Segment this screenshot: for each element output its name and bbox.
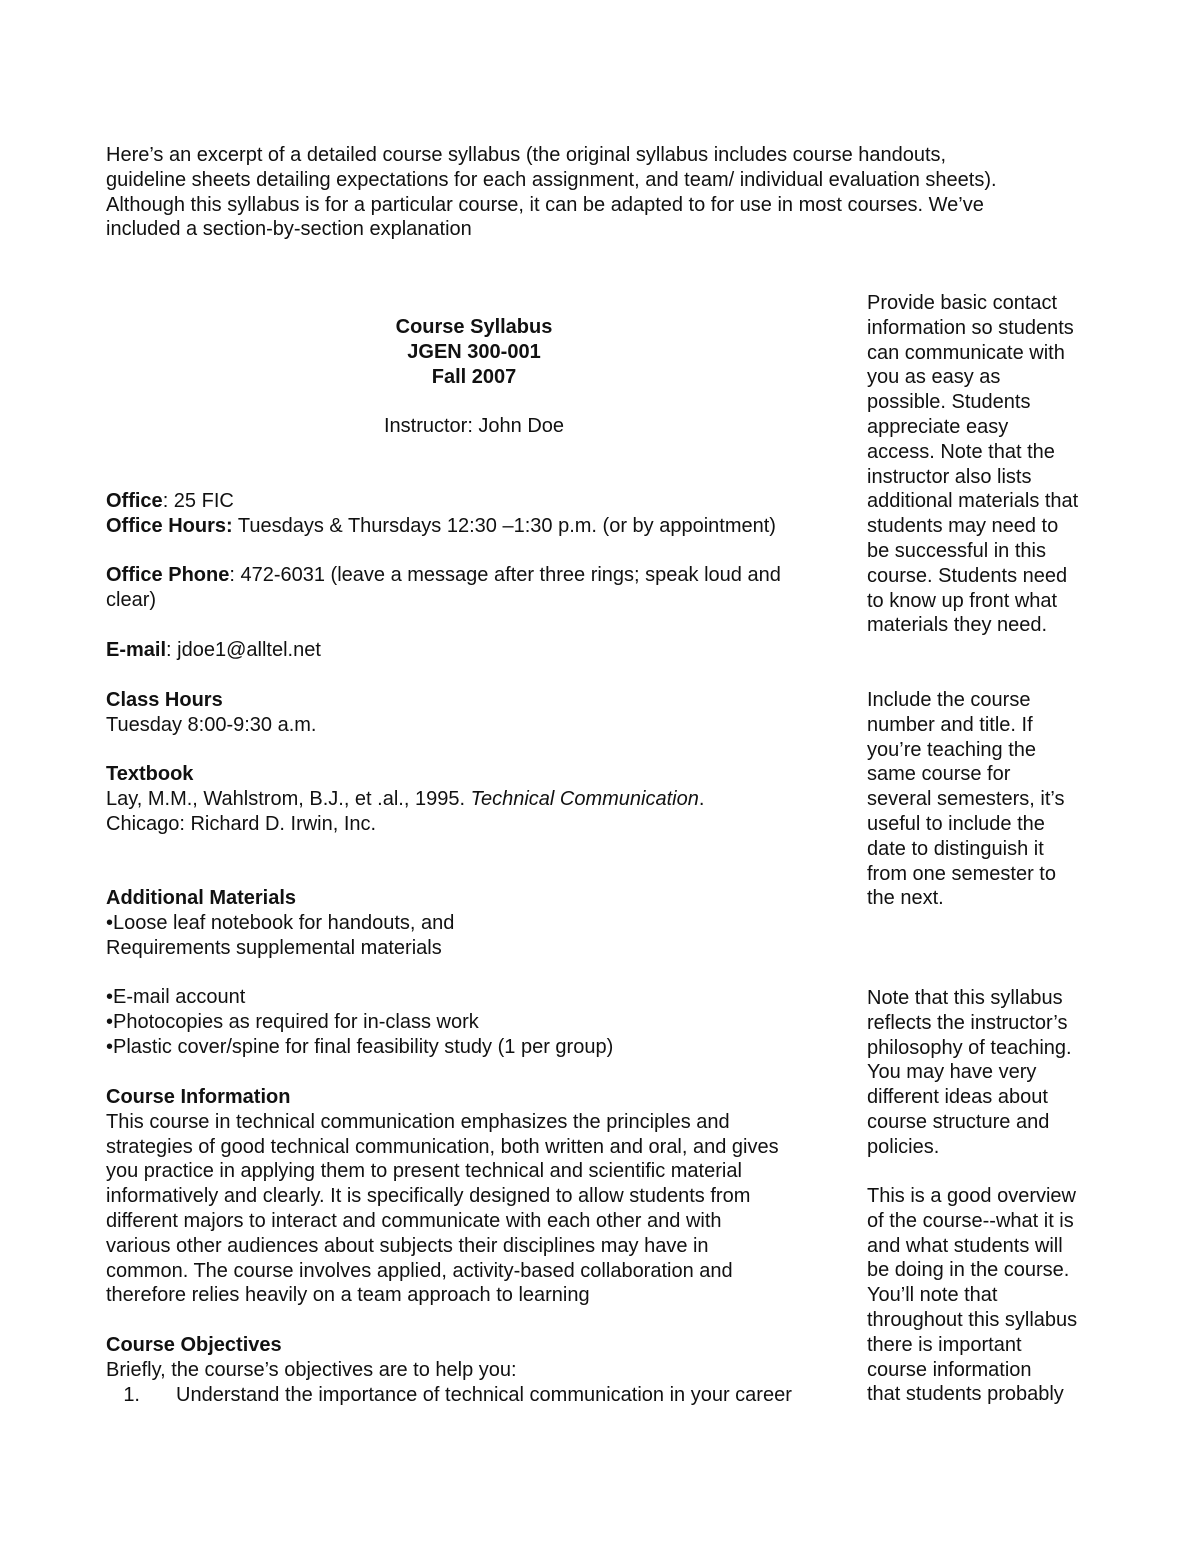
intro-line: guideline sheets detailing expectations for each assignment, and team/ individual evaluation sheets). [106,168,997,191]
intro-paragraph [106,143,1086,242]
sidebar-line: that students probably [867,1383,1064,1406]
contact-section [106,489,846,663]
textbook-citation [106,787,846,812]
sidebar-line: course information [867,1358,1032,1381]
sidebar-line: throughout this syllabus [867,1308,1078,1331]
office-label: Office [106,490,163,512]
objectives-intro: Briefly, the course’s objectives are to help you: [106,1358,517,1381]
sidebar-note-overview [867,1184,1107,1407]
course-code: JGEN 300-001 [407,340,541,363]
materials-item: •E-mail account [106,986,246,1009]
sidebar-line: Note that this syllabus [867,987,1063,1009]
office-hours-value: Tuesdays & Thursdays 12:30 –1:30 p.m. (or by appointment) [232,514,776,537]
intro-line: Here’s an excerpt of a detailed course syllabus (the original syllabus includes course handouts, [106,144,947,166]
course-info-line: informatively and clearly. It is specifically designed to allow students from [106,1185,751,1208]
sidebar-line: you’re teaching the [867,738,1037,761]
objective-text: Understand the importance of technical communication in your career [176,1383,792,1406]
textbook-title: Technical Communication [470,788,699,811]
sidebar-line: be doing in the course. [867,1259,1070,1282]
sidebar-line: materials they need. [867,614,1048,637]
course-info-line: various other audiences about subjects their disciplines may have in [106,1234,709,1257]
office-phone-row [106,563,846,588]
sidebar-line: several semesters, it’s [867,788,1065,811]
textbook-authors: Lay, M.M., Wahlstrom, B.J., et .al., 1995. [106,788,471,811]
objective-item [106,1383,846,1408]
sidebar-line: appreciate easy [867,415,1009,438]
instructor-name: Instructor: John Doe [383,415,565,438]
textbook-heading: Textbook [106,763,194,786]
sidebar-line: and what students will [867,1234,1063,1257]
sidebar-line: Provide basic contact [867,292,1058,314]
materials-line: Requirements supplemental materials [106,936,442,959]
materials-item: •Plastic cover/spine for final feasibility study (1 per group) [106,1035,614,1058]
course-info-line: therefore relies heavily on a team approach to learning [106,1284,590,1307]
sidebar-line: can communicate with [867,341,1065,364]
course-info-heading: Course Information [106,1086,291,1108]
materials-item: •Photocopies as required for in-class work [106,1010,479,1033]
intro-line: Although this syllabus is for a particular course, it can be adapted to for use in most courses. We’ve [106,193,984,216]
sidebar-line: students may need to [867,515,1059,538]
objectives-section [106,1333,846,1407]
sidebar-line: You may have very [867,1061,1037,1084]
objective-number: 1. [123,1383,140,1406]
sidebar-line: Include the course [867,689,1031,711]
course-info-line: This course in technical communication emphasizes the principles and [106,1110,730,1133]
sidebar-line: additional materials that [867,490,1079,513]
office-value: : 25 FIC [162,490,234,512]
textbook-citation-end: . [698,788,705,811]
sidebar-line: same course for [867,763,1011,786]
email-row [106,638,846,663]
class-hours-section [106,688,846,837]
sidebar-line: philosophy of teaching. [867,1036,1072,1059]
course-info-line: strategies of good technical communication, both written and oral, and gives [106,1135,779,1158]
sidebar-note-philosophy [867,986,1107,1160]
sidebar-line: number and title. If [867,713,1033,736]
email-label: E-mail [106,638,167,661]
class-hours-heading: Class Hours [106,689,223,711]
office-phone-value: : 472-6031 (leave a message after three rings; speak loud and [229,564,781,587]
sidebar-line: you as easy as [867,366,1001,389]
sidebar-line: course. Students need [867,564,1068,587]
office-hours-row [106,514,846,539]
objectives-heading: Course Objectives [106,1334,282,1356]
sidebar-line: You’ll note that [867,1284,998,1307]
materials-line: •Loose leaf notebook for handouts, and [106,911,455,934]
office-phone-label: Office Phone [106,564,230,587]
sidebar-line: policies. [867,1135,940,1158]
sidebar-line: access. Note that the [867,440,1055,463]
email-value[interactable]: : jdoe1@alltel.net [166,638,321,661]
materials-heading: Additional Materials [106,887,297,909]
syllabus-title: Course Syllabus [395,316,553,338]
sidebar-line: instructor also lists [867,465,1032,488]
materials-section [106,886,846,1060]
sidebar-line: different ideas about [867,1086,1048,1109]
sidebar-line: to know up front what [867,589,1058,612]
sidebar-line: possible. Students [867,391,1031,414]
course-info-line: common. The course involves applied, activity-based collaboration and [106,1259,733,1282]
sidebar-line: reflects the instructor’s [867,1011,1068,1034]
sidebar-note-contact [867,291,1107,638]
course-info-line: you practice in applying them to present technical and scientific material [106,1160,742,1183]
class-hours-value: Tuesday 8:00-9:30 a.m. [106,713,317,736]
sidebar-line: This is a good overview [867,1185,1076,1207]
sidebar-line: course structure and [867,1110,1050,1133]
syllabus-header [106,315,842,439]
sidebar-line: from one semester to [867,862,1056,885]
course-info-line: different majors to interact and communicate with each other and with [106,1209,722,1232]
office-hours-label: Office Hours: [106,514,233,537]
office-row [106,489,846,514]
sidebar-line: the next. [867,887,944,910]
course-info-section [106,1085,846,1308]
office-phone-continuation: clear) [106,589,157,612]
sidebar-line: information so students [867,316,1074,339]
textbook-publisher: Chicago: Richard D. Irwin, Inc. [106,812,377,835]
sidebar-line: of the course--what it is [867,1209,1074,1232]
intro-line: included a section-by-section explanation [106,218,472,241]
sidebar-line: be successful in this [867,539,1046,562]
sidebar-line: useful to include the [867,812,1045,835]
course-term: Fall 2007 [431,365,517,388]
sidebar-line: date to distinguish it [867,837,1044,860]
sidebar-note-course-number [867,688,1107,911]
sidebar-line: there is important [867,1333,1022,1356]
